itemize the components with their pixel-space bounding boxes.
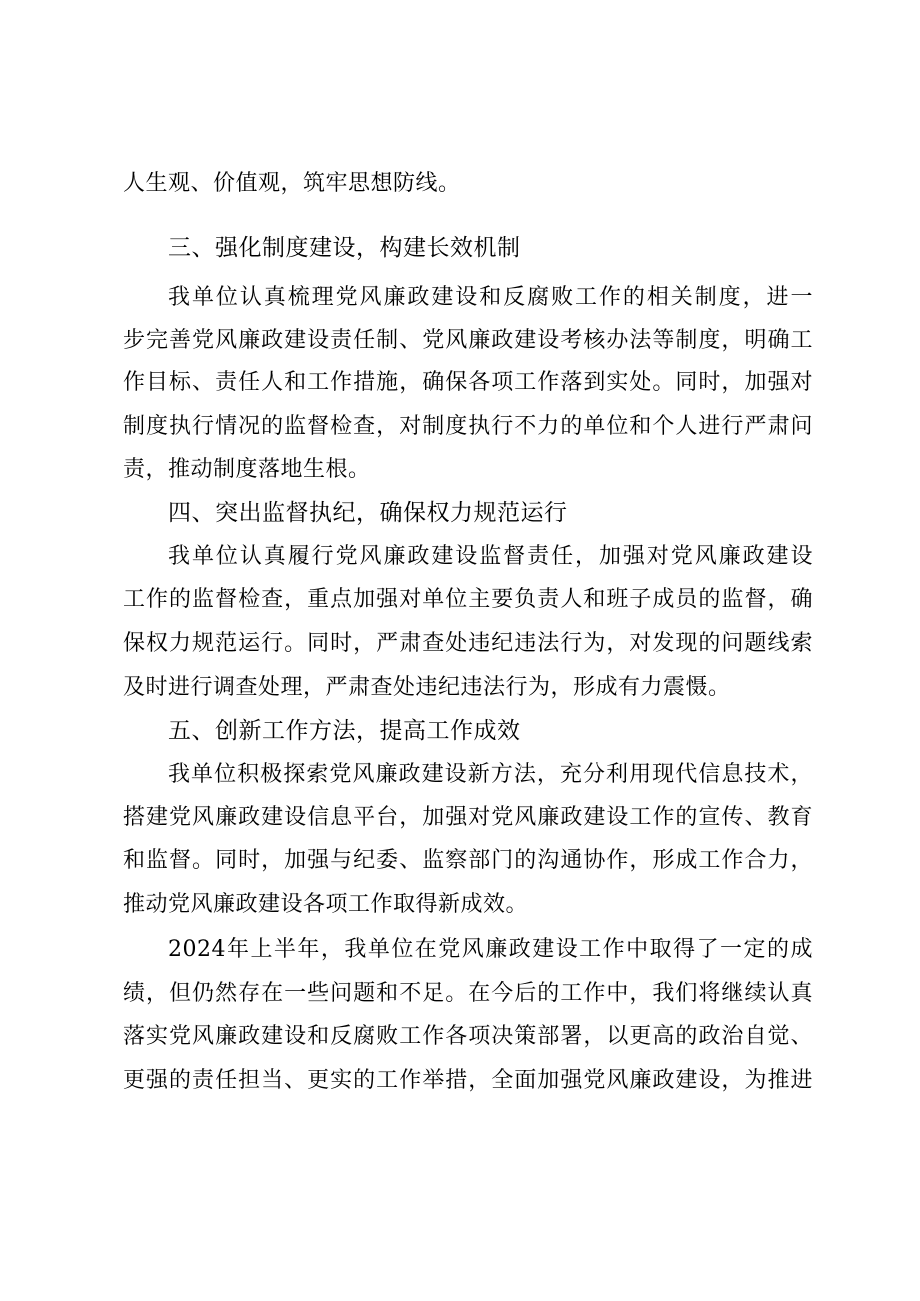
paragraph-line: 推动党风廉政建设各项工作取得新成效。 xyxy=(123,892,529,917)
paragraph-line: 和监督。同时，加强与纪委、监察部门的沟通协作，形成工作合力， xyxy=(123,848,813,873)
paragraph-line: 搭建党风廉政建设信息平台，加强对党风廉政建设工作的宣传、教育 xyxy=(123,805,813,830)
paragraph-line: 我单位认真梳理党风廉政建设和反腐败工作的相关制度，进一 xyxy=(168,285,813,310)
section-heading-3: 三、强化制度建设，构建长效机制 xyxy=(168,235,521,261)
paragraph-line: 保权力规范运行。同时，严肃查处违纪违法行为，对发现的问题线索 xyxy=(123,631,813,656)
paragraph-line: 工作的监督检查，重点加强对单位主要负责人和班子成员的监督，确 xyxy=(123,587,813,612)
paragraph-line: 制度执行情况的监督检查，对制度执行不力的单位和个人进行严肃问 xyxy=(123,414,813,439)
section-heading-5: 五、创新工作方法，提高工作成效 xyxy=(168,718,521,744)
paragraph-line: 我单位积极探索党风廉政建设新方法，充分利用现代信息技术， xyxy=(168,762,813,787)
paragraph-line: 我单位认真履行党风廉政建设监督责任，加强对党风廉政建设 xyxy=(168,544,813,569)
paragraph-line: 2024年上半年，我单位在党风廉政建设工作中取得了一定的成 xyxy=(168,937,813,962)
paragraph-line: 更强的责任担当、更实的工作举措，全面加强党风廉政建设，为推进 xyxy=(123,1068,813,1093)
paragraph-line: 及时进行调查处理，严肃查处违纪违法行为，形成有力震慑。 xyxy=(123,675,731,700)
paragraph-line: 落实党风廉政建设和反腐败工作各项决策部署，以更高的政治自觉、 xyxy=(123,1024,813,1049)
section-heading-4: 四、突出监督执纪，确保权力规范运行 xyxy=(168,500,568,526)
paragraph-line: 步完善党风廉政建设责任制、党风廉政建设考核办法等制度，明确工 xyxy=(123,328,813,353)
paragraph-line: 责，推动制度落地生根。 xyxy=(123,457,371,482)
paragraph-line: 绩，但仍然存在一些问题和不足。在今后的工作中，我们将继续认真 xyxy=(123,981,813,1006)
paragraph-line: 人生观、价值观，筑牢思想防线。 xyxy=(123,171,461,196)
paragraph-line: 作目标、责任人和工作措施，确保各项工作落到实处。同时，加强对 xyxy=(123,370,813,395)
